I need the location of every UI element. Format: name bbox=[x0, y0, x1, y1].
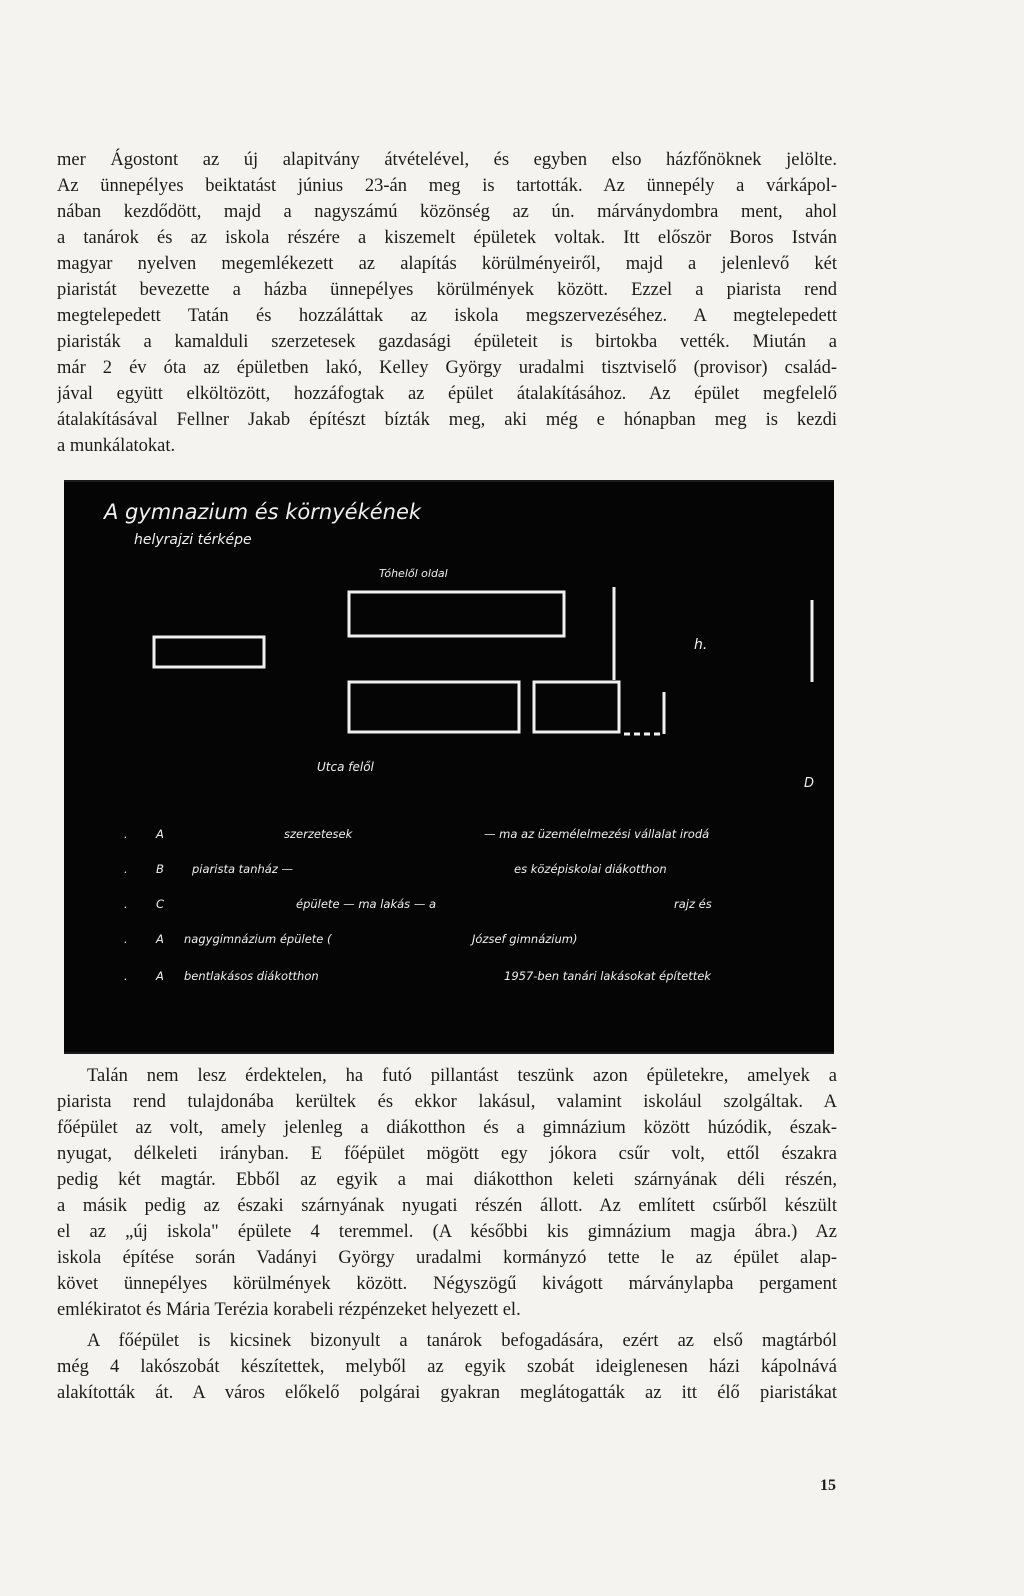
text-line: jával együtt elköltözött, hozzáfogtak az épület átalakításához. Az épület megfelelő bbox=[57, 384, 837, 404]
legend-text-right: es középiskolai diákotthon bbox=[514, 862, 667, 876]
text-line: főépület az volt, amely jelenleg a diákotthon és a gimnázium között húzódik, észak- bbox=[57, 1118, 837, 1138]
text-line: a másik pedig az északi szárnyának nyugati részén állott. Az említett csűrből készült bbox=[57, 1196, 837, 1216]
legend-text-right: rajz és bbox=[674, 897, 712, 911]
text-line: emlékiratot és Mária Terézia korabeli rézpénzeket helyezett el. bbox=[57, 1300, 521, 1320]
legend-bullet: . bbox=[124, 897, 128, 911]
legend-row bbox=[64, 827, 834, 853]
legend-row bbox=[64, 932, 834, 958]
mark-h: h. bbox=[694, 637, 708, 653]
figure-subtitle: helyrajzi térképe bbox=[134, 532, 252, 548]
legend-row bbox=[64, 897, 834, 923]
legend-text-left: piarista tanház — bbox=[192, 862, 294, 876]
legend-text-left: nagygimnázium épülete ( bbox=[184, 932, 332, 946]
legend-text-right: József gimnázium) bbox=[472, 932, 578, 946]
legend-bullet: . bbox=[124, 827, 128, 841]
legend-text-left: szerzetesek bbox=[284, 827, 353, 841]
legend-letter: C bbox=[156, 897, 165, 911]
legend-text-left: épülete — ma lakás — a bbox=[296, 897, 437, 911]
mark-d: D bbox=[804, 776, 815, 791]
legend-row bbox=[64, 969, 834, 995]
page-number: 15 bbox=[820, 1477, 836, 1494]
legend-letter: A bbox=[156, 969, 164, 983]
text-line: pedig két magtár. Ebből az egyik a mai diákotthon keleti szárnyának déli részén, bbox=[57, 1170, 837, 1190]
text-line: nában kezdődött, majd a nagyszámú közönség az ún. márványdombra ment, ahol bbox=[57, 202, 837, 222]
text-line: el az „új iskola" épülete 4 teremmel. (A későbbi kis gimnázium magja ábra.) Az bbox=[57, 1222, 837, 1242]
text-line: követ ünnepélyes körülmények között. Négyszögű kivágott márványlapba pergament bbox=[57, 1274, 837, 1294]
legend-text-right: 1957-ben tanári lakásokat építettek bbox=[504, 969, 711, 983]
text-line: megtelepedett Tatán és hozzáláttak az iskola megszervezéséhez. A megtelepedett bbox=[57, 306, 837, 326]
legend-bullet: . bbox=[124, 969, 128, 983]
legend-letter: A bbox=[156, 932, 164, 946]
text-line: a tanárok és az iskola részére a kiszemelt épületek voltak. Itt először Boros István bbox=[57, 228, 837, 248]
building-left bbox=[154, 637, 264, 667]
text-line: még 4 lakószobát készítettek, melyből az egyik szobát ideiglenesen házi kápolnává bbox=[57, 1357, 837, 1377]
legend-letter: B bbox=[156, 862, 164, 876]
text-line: piaristák a kamalduli szerzetesek gazdasági épületeit is birtokba vették. Miután a bbox=[57, 332, 837, 352]
legend-letter: A bbox=[156, 827, 164, 841]
building-main bbox=[349, 592, 564, 636]
text-line: piarista rend tulajdonába kerültek és ekkor lakásul, valamint iskolául szolgáltak. A bbox=[57, 1092, 837, 1112]
site-map-figure bbox=[64, 480, 834, 1054]
text-line: A főépület is kicsinek bizonyult a tanárok befogadására, ezért az első magtárból bbox=[87, 1331, 837, 1351]
text-line: iskola építése során Vadányi György uradalmi kormányzó tette le az épület alap- bbox=[57, 1248, 837, 1268]
street-side-label: Utca felől bbox=[317, 760, 374, 774]
figure-title: A gymnazium és környékének bbox=[104, 500, 422, 524]
legend-text-right: — ma az üzemélelmezési vállalat irodá bbox=[484, 827, 710, 841]
text-line: a munkálatokat. bbox=[57, 436, 176, 456]
text-line: már 2 év óta az épületben lakó, Kelley György uradalmi tisztviselő (provisor) család- bbox=[57, 358, 837, 378]
legend-row bbox=[64, 862, 834, 888]
text-line: Az ünnepélyes beiktatást június 23-án meg is tartották. Az ünnepély a várkápol- bbox=[57, 176, 837, 196]
legend-bullet: . bbox=[124, 862, 128, 876]
text-line: alakították át. A város előkelő polgárai gyakran meglátogatták az itt élő piaristákat bbox=[57, 1383, 837, 1403]
text-line: nyugat, délkeleti irányban. E főépület mögött egy jókora csűr volt, ettől északra bbox=[57, 1144, 837, 1164]
site-map-drawing bbox=[64, 482, 834, 1052]
text-line: piaristát bevezette a házba ünnepélyes körülmények között. Ezzel a piarista rend bbox=[57, 280, 837, 300]
building-bottom-left bbox=[349, 682, 519, 732]
legend-text-left: bentlakásos diákotthon bbox=[184, 969, 319, 983]
legend-bullet: . bbox=[124, 932, 128, 946]
text-line: Talán nem lesz érdektelen, ha futó pillantást teszünk azon épületekre, amelyek a bbox=[87, 1066, 837, 1086]
building-bottom-right bbox=[534, 682, 619, 732]
top-side-label: Tóhelől oldal bbox=[379, 567, 448, 580]
text-line: átalakításával Fellner Jakab építészt bízták meg, aki még e hónapban meg is kezdi bbox=[57, 410, 837, 430]
text-line: mer Ágostont az új alapitvány átvételével, és egyben elso házfőnöknek jelölte. bbox=[57, 150, 837, 170]
text-line: magyar nyelven megemlékezett az alapítás körülményeiről, majd a jelenlevő két bbox=[57, 254, 837, 274]
